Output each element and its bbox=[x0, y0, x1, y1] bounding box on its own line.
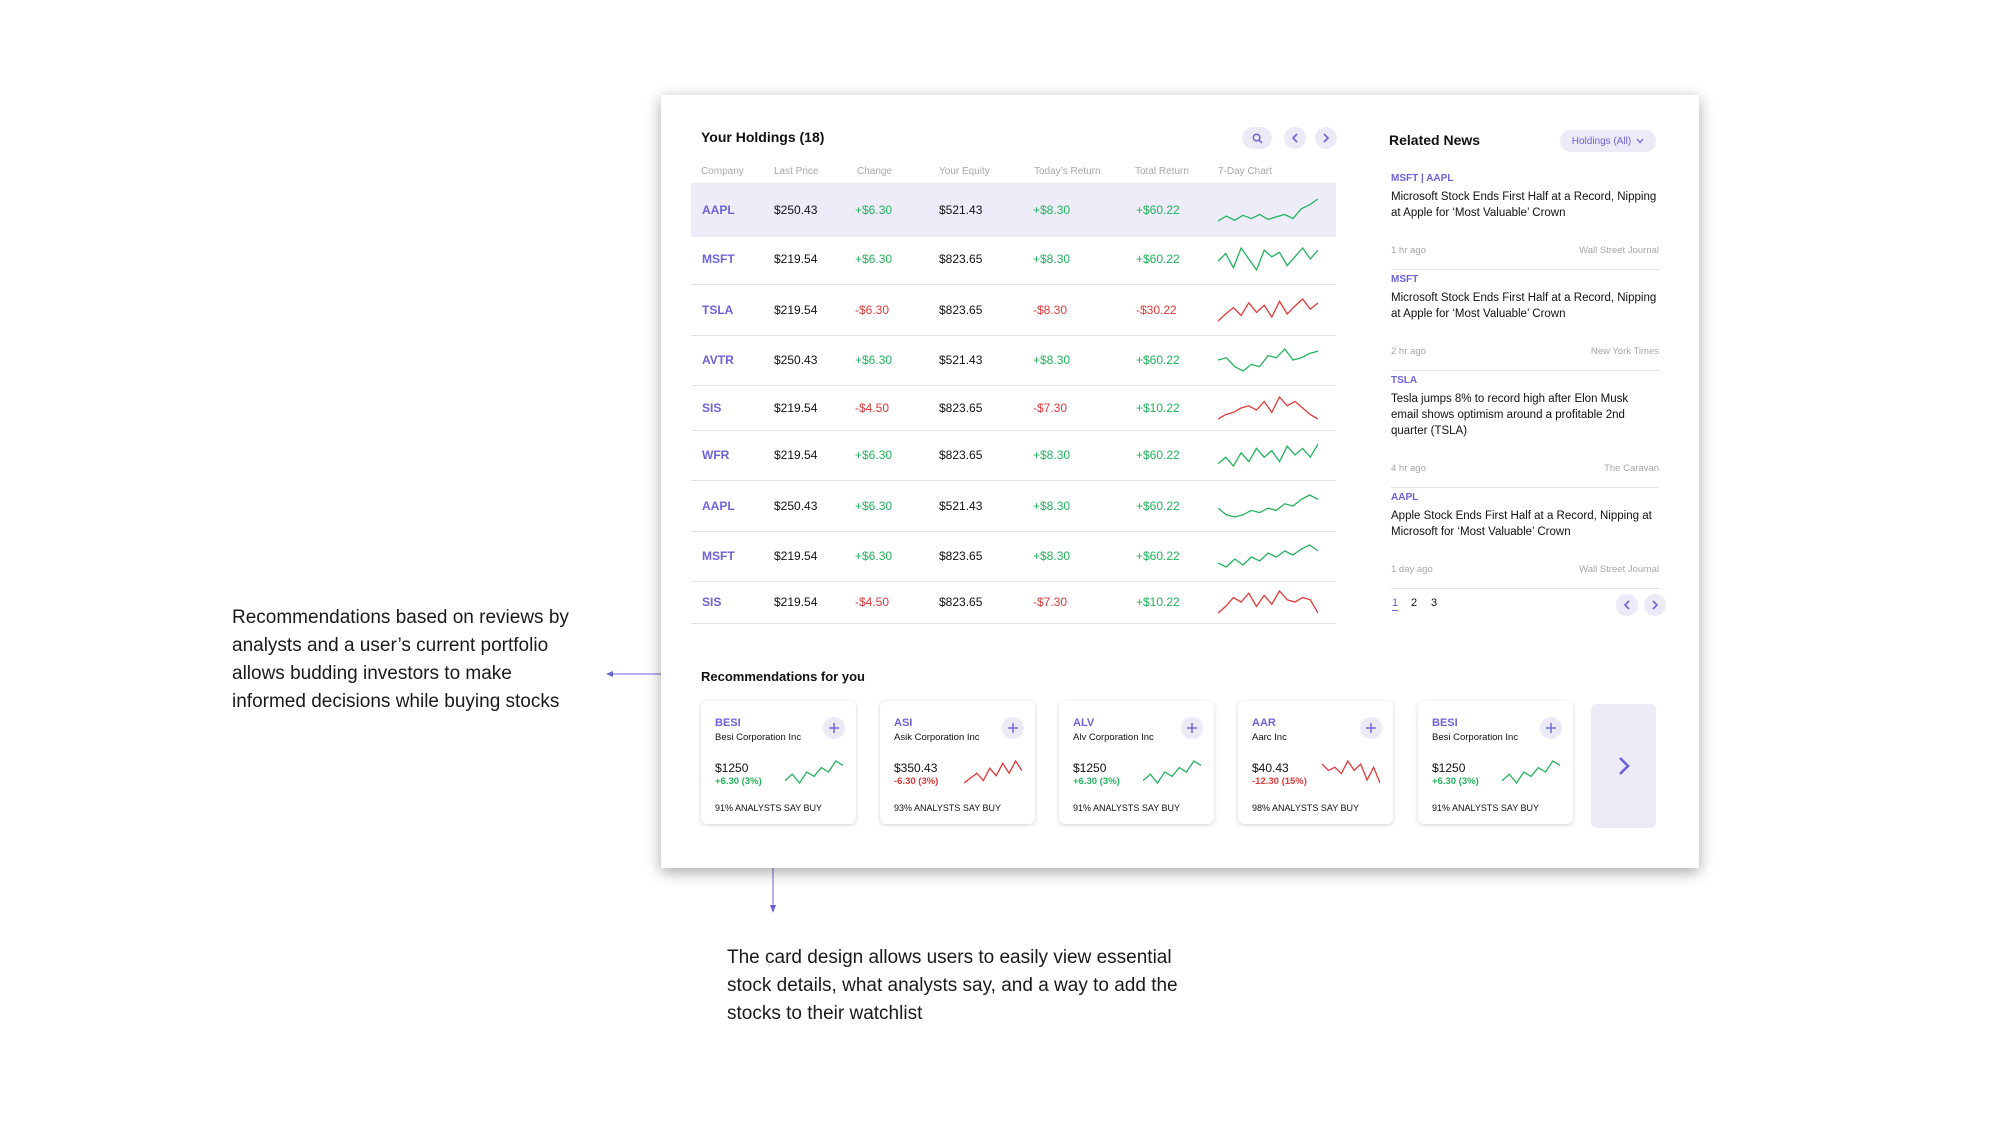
holding-change: +$6.30 bbox=[855, 499, 893, 513]
holding-row-sis[interactable] bbox=[691, 581, 1336, 624]
add-to-watchlist-button[interactable] bbox=[1360, 717, 1382, 739]
news-prev-button[interactable] bbox=[1616, 594, 1638, 616]
holding-last-price: $219.54 bbox=[774, 595, 818, 609]
holding-equity: $521.43 bbox=[939, 499, 983, 513]
holding-total: -$30.22 bbox=[1136, 303, 1177, 317]
annotation-recommendations: Recommendations based on reviews by analysts and a user’s current portfolio allows budding investors to make informed decisions while buying stocks bbox=[232, 607, 569, 712]
holding-company[interactable]: SIS bbox=[702, 401, 722, 415]
recommendation-card-asi[interactable] bbox=[880, 701, 1035, 824]
add-to-watchlist-button[interactable] bbox=[823, 717, 845, 739]
holding-row-aapl[interactable] bbox=[691, 183, 1336, 237]
add-to-watchlist-button[interactable] bbox=[1181, 717, 1203, 739]
sparkline-path bbox=[1218, 248, 1318, 270]
holding-change: +$6.30 bbox=[855, 353, 893, 367]
holding-total: +$10.22 bbox=[1136, 401, 1180, 415]
holding-company[interactable]: AAPL bbox=[702, 203, 735, 217]
holding-change: +$6.30 bbox=[855, 448, 893, 462]
card-sparkline bbox=[964, 759, 1022, 785]
card-company-name: Aarc Inc bbox=[1252, 732, 1287, 743]
sparkline-chart bbox=[1218, 197, 1318, 223]
sparkline-chart bbox=[1218, 347, 1318, 373]
holding-today: +$8.30 bbox=[1033, 353, 1071, 367]
sparkline-path bbox=[1218, 199, 1318, 221]
news-source: Wall Street Journal bbox=[1579, 245, 1659, 256]
chevron-left-icon bbox=[1291, 133, 1299, 143]
news-source: New York Times bbox=[1590, 346, 1659, 357]
sparkline-path bbox=[1218, 495, 1318, 517]
sparkline-path bbox=[1218, 397, 1318, 419]
page-1[interactable]: 1 bbox=[1392, 597, 1399, 609]
holding-change: -$6.30 bbox=[855, 303, 890, 317]
sparkline-path bbox=[1218, 545, 1318, 567]
holding-company[interactable]: TSLA bbox=[702, 303, 734, 317]
news-item[interactable] bbox=[1391, 274, 1659, 371]
recommendation-card-alv[interactable] bbox=[1059, 701, 1214, 824]
holding-row-avtr[interactable] bbox=[691, 335, 1336, 386]
next-button[interactable] bbox=[1315, 127, 1337, 149]
column-header[interactable]: Company bbox=[701, 166, 744, 177]
card-analyst-rating: 98% ANALYSTS SAY BUY bbox=[1252, 803, 1360, 813]
news-tags[interactable]: AAPL bbox=[1391, 492, 1419, 503]
page-2[interactable]: 2 bbox=[1411, 597, 1418, 609]
holding-today: +$8.30 bbox=[1033, 203, 1071, 217]
sparkline-path bbox=[785, 761, 843, 783]
search-icon bbox=[1252, 133, 1263, 144]
card-change: +6.30 (3%) bbox=[1432, 776, 1479, 787]
plus-icon bbox=[829, 723, 839, 733]
sparkline-chart bbox=[1218, 246, 1318, 272]
card-symbol: ALV bbox=[1073, 717, 1095, 729]
holding-equity: $823.65 bbox=[939, 549, 983, 563]
card-sparkline bbox=[1322, 759, 1380, 785]
news-item[interactable] bbox=[1391, 375, 1659, 488]
sparkline-chart bbox=[1218, 395, 1318, 421]
card-change: -6.30 (3%) bbox=[894, 776, 939, 787]
holding-last-price: $219.54 bbox=[774, 448, 818, 462]
recommendation-card-besi[interactable] bbox=[1418, 701, 1573, 824]
news-title: Related News bbox=[1389, 132, 1481, 148]
search-button[interactable] bbox=[1242, 127, 1272, 149]
news-time: 2 hr ago bbox=[1391, 346, 1426, 357]
sparkline-path bbox=[1218, 591, 1318, 613]
holding-equity: $521.43 bbox=[939, 353, 983, 367]
prev-button[interactable] bbox=[1284, 127, 1306, 149]
column-header[interactable]: Last Price bbox=[774, 166, 819, 177]
holding-company[interactable]: SIS bbox=[702, 595, 722, 609]
chevron-down-icon bbox=[1636, 138, 1644, 144]
holding-row-tsla[interactable] bbox=[691, 284, 1336, 336]
news-source: Wall Street Journal bbox=[1579, 564, 1659, 575]
card-company-name: Besi Corporation Inc bbox=[715, 732, 802, 743]
card-price: $1250 bbox=[1432, 761, 1466, 775]
column-header[interactable]: Today’s Return bbox=[1034, 166, 1101, 177]
card-sparkline bbox=[785, 759, 843, 785]
card-price: $40.43 bbox=[1252, 761, 1289, 775]
holding-total: +$60.22 bbox=[1136, 353, 1180, 367]
card-symbol: BESI bbox=[1432, 717, 1458, 729]
column-header[interactable]: Change bbox=[857, 166, 893, 177]
sparkline-path bbox=[1218, 299, 1318, 321]
holding-total: +$10.22 bbox=[1136, 595, 1180, 609]
holding-company[interactable]: AAPL bbox=[702, 499, 735, 513]
news-item[interactable] bbox=[1391, 173, 1659, 270]
card-price: $1250 bbox=[1073, 761, 1107, 775]
sparkline-chart bbox=[1218, 589, 1318, 615]
holding-equity: $823.65 bbox=[939, 252, 983, 266]
card-sparkline bbox=[1502, 759, 1560, 785]
holding-row-wfr[interactable] bbox=[691, 430, 1336, 481]
sparkline-chart bbox=[1218, 297, 1318, 323]
news-headline[interactable]: Microsoft Stock Ends First Half at a Record, Nipping at Apple for ‘Most Valuable’ Crown bbox=[1391, 191, 1657, 219]
recommendations-next-button[interactable] bbox=[1591, 704, 1656, 828]
sparkline-chart bbox=[1218, 442, 1318, 468]
holding-row-sis[interactable] bbox=[691, 385, 1336, 431]
holding-today: +$8.30 bbox=[1033, 448, 1071, 462]
column-header[interactable]: 7-Day Chart bbox=[1218, 166, 1272, 177]
holding-change: +$6.30 bbox=[855, 549, 893, 563]
news-filter-label: Holdings (All) bbox=[1571, 135, 1632, 147]
holding-equity: $823.65 bbox=[939, 401, 983, 415]
holding-today: -$7.30 bbox=[1033, 401, 1068, 415]
sparkline-chart bbox=[1218, 543, 1318, 569]
holding-company[interactable]: WFR bbox=[702, 448, 730, 462]
holding-equity: $823.65 bbox=[939, 303, 983, 317]
holding-equity: $521.43 bbox=[939, 203, 983, 217]
add-to-watchlist-button[interactable] bbox=[1540, 717, 1562, 739]
chevron-right-icon bbox=[1322, 133, 1330, 143]
recommendation-card-aar[interactable] bbox=[1238, 701, 1393, 824]
holding-today: +$8.30 bbox=[1033, 499, 1071, 513]
sparkline-path bbox=[1218, 444, 1318, 466]
annotation-card-design: The card design allows users to easily view essential stock details, what analysts say, and a way to add the stocks to their watchlist bbox=[727, 947, 1178, 1024]
holding-today: -$8.30 bbox=[1033, 303, 1068, 317]
news-next-button[interactable] bbox=[1644, 594, 1666, 616]
holding-change: +$6.30 bbox=[855, 203, 893, 217]
news-headline[interactable]: Microsoft Stock Ends First Half at a Record, Nipping at Apple for ‘Most Valuable’ Crown bbox=[1391, 292, 1657, 320]
chevron-right-icon bbox=[1651, 600, 1659, 610]
sparkline-path bbox=[1218, 349, 1318, 371]
holding-total: +$60.22 bbox=[1136, 549, 1180, 563]
holding-last-price: $219.54 bbox=[774, 401, 818, 415]
holding-row-msft[interactable] bbox=[691, 234, 1336, 285]
holding-last-price: $219.54 bbox=[774, 252, 818, 266]
holding-today: +$8.30 bbox=[1033, 549, 1071, 563]
holding-last-price: $250.43 bbox=[774, 499, 818, 513]
plus-icon bbox=[1546, 723, 1556, 733]
plus-icon bbox=[1187, 723, 1197, 733]
card-analyst-rating: 91% ANALYSTS SAY BUY bbox=[1432, 803, 1540, 813]
news-tags[interactable]: MSFT | AAPL bbox=[1391, 173, 1454, 184]
chevron-right-icon bbox=[1617, 755, 1631, 777]
news-tags[interactable]: TSLA bbox=[1391, 375, 1418, 386]
plus-icon bbox=[1008, 723, 1018, 733]
holding-last-price: $250.43 bbox=[774, 353, 818, 367]
holding-total: +$60.22 bbox=[1136, 252, 1180, 266]
holding-today: +$8.30 bbox=[1033, 252, 1071, 266]
column-header[interactable]: Total Return bbox=[1135, 166, 1189, 177]
card-price: $1250 bbox=[715, 761, 749, 775]
holding-today: -$7.30 bbox=[1033, 595, 1068, 609]
column-header[interactable]: Your Equity bbox=[939, 166, 990, 177]
card-company-name: Alv Corporation Inc bbox=[1073, 732, 1154, 743]
card-analyst-rating: 91% ANALYSTS SAY BUY bbox=[1073, 803, 1181, 813]
news-headline[interactable]: Tesla jumps 8% to record high after Elon Musk email shows optimism around a profitable 2nd quarter (TSLA) bbox=[1391, 393, 1629, 437]
holding-equity: $823.65 bbox=[939, 595, 983, 609]
chevron-left-icon bbox=[1623, 600, 1631, 610]
holding-company[interactable]: MSFT bbox=[702, 252, 735, 266]
add-to-watchlist-button[interactable] bbox=[1002, 717, 1024, 739]
card-analyst-rating: 93% ANALYSTS SAY BUY bbox=[894, 803, 1002, 813]
holding-total: +$60.22 bbox=[1136, 448, 1180, 462]
holding-row-aapl[interactable] bbox=[691, 480, 1336, 532]
dashboard-panel bbox=[661, 95, 1699, 868]
sparkline-path bbox=[964, 761, 1022, 783]
card-sparkline bbox=[1143, 759, 1201, 785]
holding-company[interactable]: MSFT bbox=[702, 549, 735, 563]
card-symbol: BESI bbox=[715, 717, 741, 729]
news-time: 1 day ago bbox=[1391, 564, 1433, 575]
news-source: The Caravan bbox=[1604, 463, 1659, 474]
holding-row-msft[interactable] bbox=[691, 531, 1336, 582]
holding-change: +$6.30 bbox=[855, 252, 893, 266]
card-change: +6.30 (3%) bbox=[1073, 776, 1120, 787]
holding-total: +$60.22 bbox=[1136, 203, 1180, 217]
holding-equity: $823.65 bbox=[939, 448, 983, 462]
holding-change: -$4.50 bbox=[855, 595, 890, 609]
news-time: 4 hr ago bbox=[1391, 463, 1426, 474]
card-company-name: Besi Corporation Inc bbox=[1432, 732, 1519, 743]
news-headline[interactable]: Apple Stock Ends First Half at a Record, Nipping at Microsoft for ‘Most Valuable’ Crown bbox=[1391, 510, 1652, 538]
sparkline-chart bbox=[1218, 493, 1318, 519]
card-symbol: AAR bbox=[1252, 717, 1276, 729]
recommendations-title: Recommendations for you bbox=[701, 669, 865, 684]
plus-icon bbox=[1366, 723, 1376, 733]
sparkline-path bbox=[1143, 761, 1201, 783]
holding-total: +$60.22 bbox=[1136, 499, 1180, 513]
news-tags[interactable]: MSFT bbox=[1391, 274, 1419, 285]
card-price: $350.43 bbox=[894, 761, 938, 775]
card-change: +6.30 (3%) bbox=[715, 776, 762, 787]
holding-company[interactable]: AVTR bbox=[702, 353, 734, 367]
holding-change: -$4.50 bbox=[855, 401, 890, 415]
recommendation-card-besi[interactable] bbox=[701, 701, 856, 824]
news-item[interactable] bbox=[1391, 492, 1659, 589]
card-change: -12.30 (15%) bbox=[1252, 776, 1307, 787]
holding-last-price: $219.54 bbox=[774, 303, 818, 317]
sparkline-path bbox=[1502, 761, 1560, 783]
holding-last-price: $250.43 bbox=[774, 203, 818, 217]
news-filter-dropdown[interactable] bbox=[1560, 130, 1656, 152]
sparkline-path bbox=[1322, 761, 1380, 783]
card-company-name: Asik Corporation Inc bbox=[894, 732, 980, 743]
page-3[interactable]: 3 bbox=[1431, 597, 1438, 609]
news-time: 1 hr ago bbox=[1391, 245, 1426, 256]
card-symbol: ASI bbox=[894, 717, 913, 729]
card-analyst-rating: 91% ANALYSTS SAY BUY bbox=[715, 803, 823, 813]
holdings-title: Your Holdings (18) bbox=[701, 129, 825, 145]
holding-last-price: $219.54 bbox=[774, 549, 818, 563]
